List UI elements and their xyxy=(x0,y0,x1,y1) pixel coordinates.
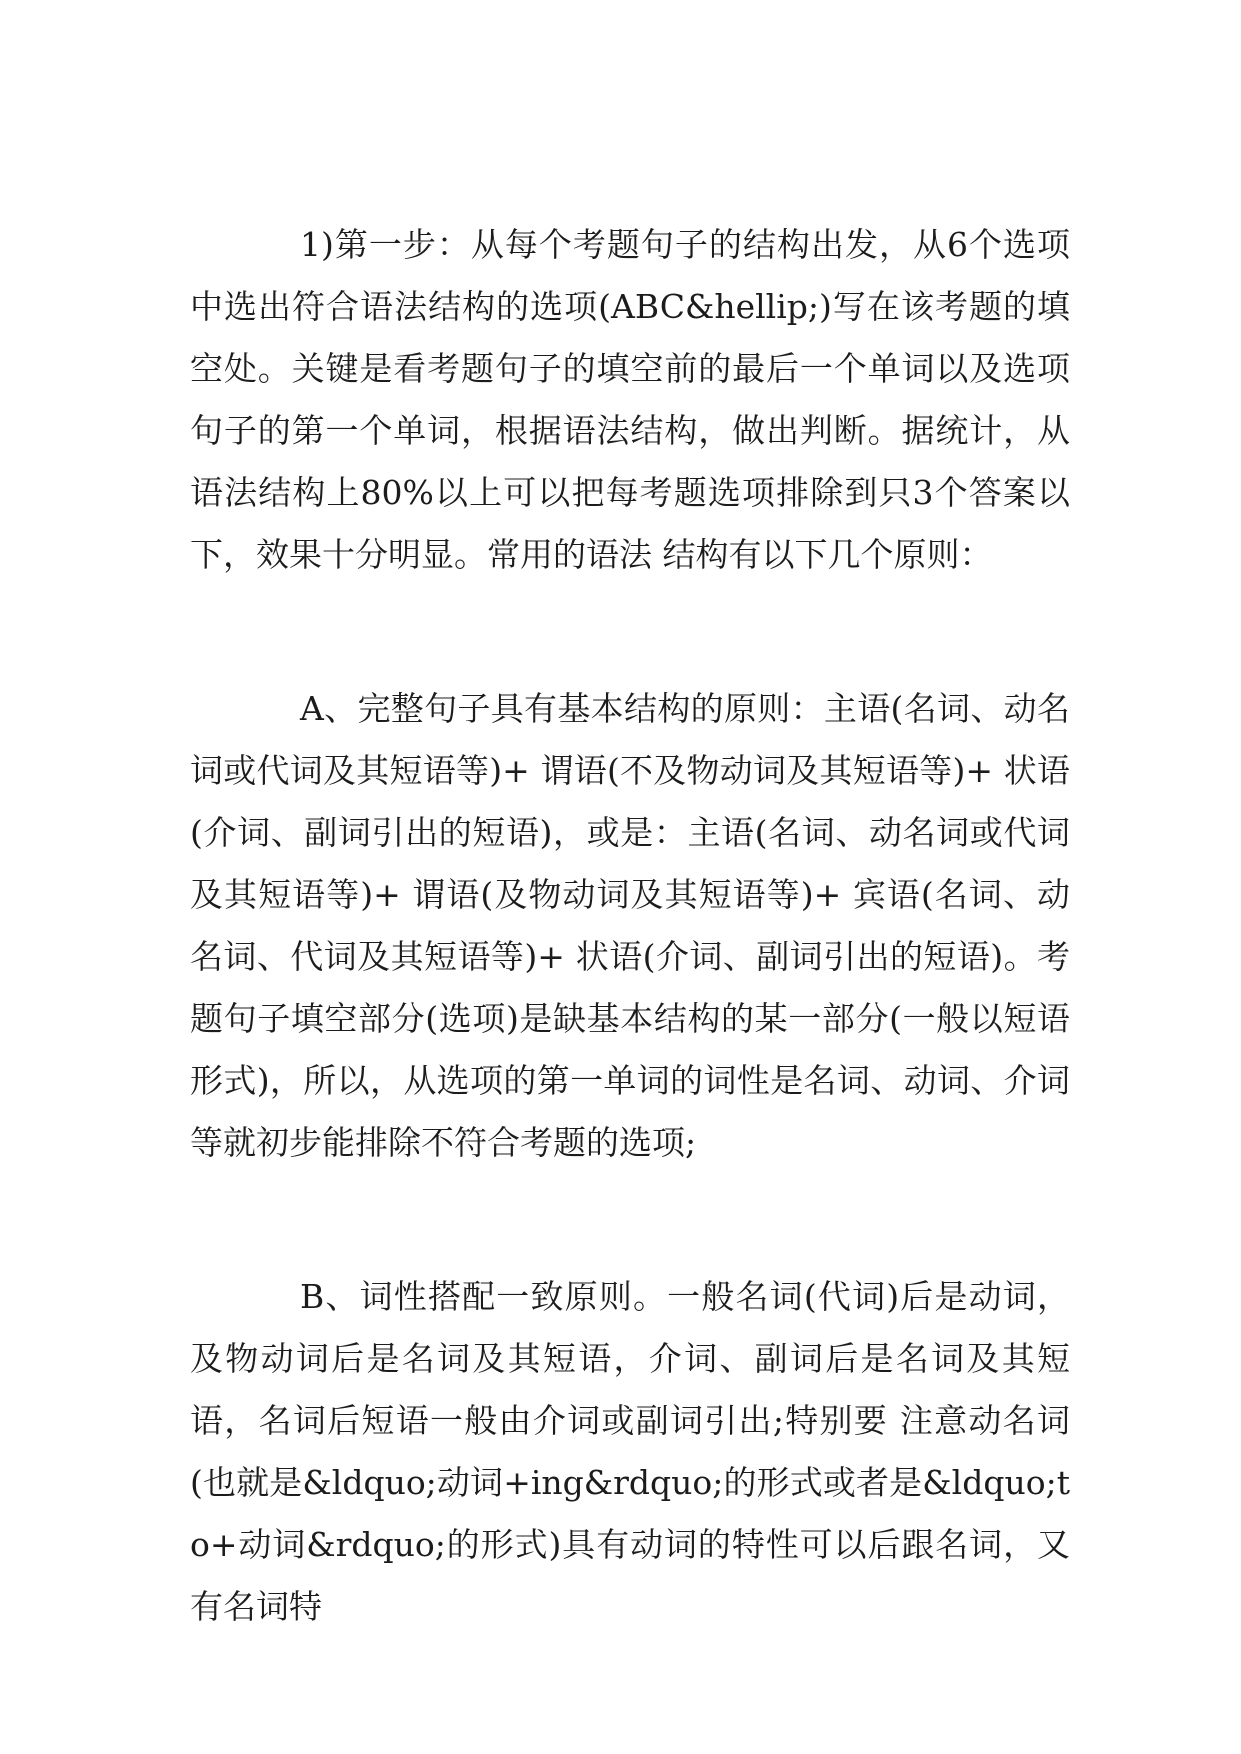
paragraph-step-one: 1)第一步：从每个考题句子的结构出发，从6个选项中选出符合语法结构的选项(ABC&hellip;)写在该考题的填空处。关键是看考题句子的填空前的最后一个单词以及选项句子的第一个单词，根据语法结构，做出判断。据统计，从语法结构上80%以上可以把每考题选项排除到只3个答案以下，效果十分明显。常用的语法 结构有以下几个原则： xyxy=(190,225,1070,574)
paragraph-principle-b: B、词性搭配一致原则。一般名词(代词)后是动词，及物动词后是名词及其短语，介词、副词后是名词及其短语，名词后短语一般由介词或副词引出;特别要 注意动名词(也就是&ldquo;动词+ing&rdquo;的形式或者是&ldquo;to+动词&rdquo;的形式)具有动词的特性可以后跟名词，又有名词特 xyxy=(190,1277,1070,1626)
paragraph-principle-a: A、完整句子具有基本结构的原则：主语(名词、动名词或代词及其短语等)+ 谓语(不及物动词及其短语等)+ 状语(介词、副词引出的短语)，或是：主语(名词、动名词或代词及其短语等)+ 谓语(及物动词及其短语等)+ 宾语(名词、动名词、代词及其短语等)+ 状语(介词、副词引出的短语)。考题句子填空部分(选项)是缺基本结构的某一部分(一般以短语形式)，所以，从选项的第一单词的词性是名词、动词、介词等就初步能排除不符合考题的选项; xyxy=(190,689,1070,1162)
